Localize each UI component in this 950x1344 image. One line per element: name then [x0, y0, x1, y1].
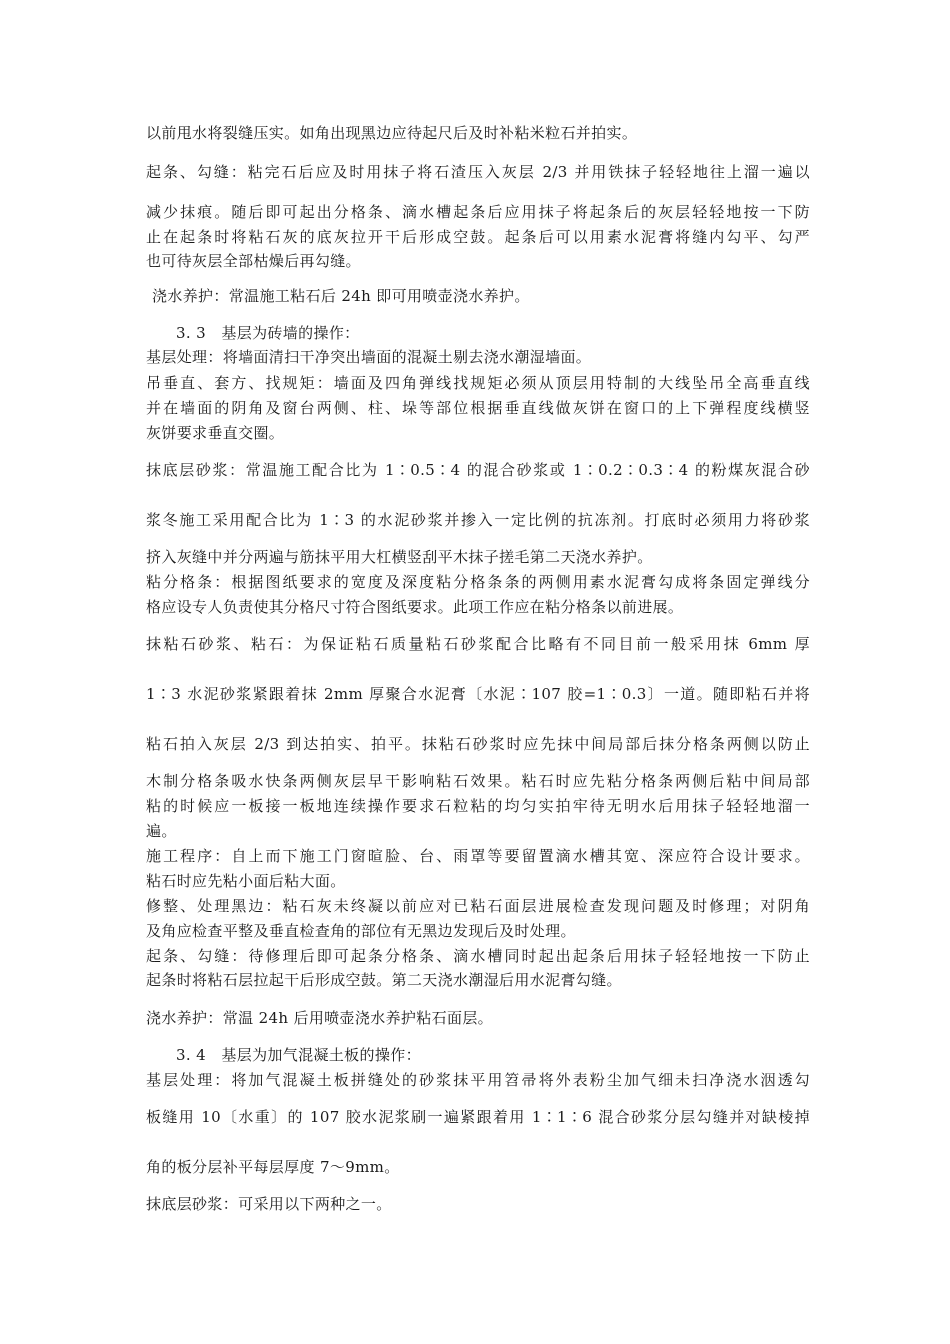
text-line: 浇水养护：常温施工粘石后 24h 即可用喷壶浇水养护。: [152, 287, 530, 305]
text-line: 基层处理：将加气混凝土板拼缝处的砂浆抹平用笤帚将外表粉尘加气细未扫净浇水洇透勾: [146, 1071, 810, 1089]
text-line: 遍。: [146, 822, 177, 840]
text-line: 抹底层砂浆：常温施工配合比为 1∶0.5∶4 的混合砂浆或 1∶0.2∶0.3∶4 的粉煤灰混合砂: [146, 461, 810, 479]
text-line: 起条时将粘石层拉起干后形成空鼓。第二天浇水潮湿后用水泥膏勾缝。: [146, 971, 622, 989]
text-line: 起条、勾缝：粘完石后应及时用抹子将石渣压入灰层 2/3 并用铁抹子轻轻地往上溜一遍以: [146, 163, 810, 181]
text-line: 板缝用 10〔水重〕的 107 胶水泥浆刷一遍紧跟着用 1∶1∶6 混合砂浆分层勾缝并对缺棱掉: [146, 1108, 810, 1126]
text-line: 1∶3 水泥砂浆紧跟着抹 2mm 厚聚合水泥膏〔水泥∶107 胶=1∶0.3〕一道。随即粘石并将: [146, 685, 810, 703]
text-line: 粘分格条：根据图纸要求的宽度及深度粘分格条条的两侧用素水泥膏勾成将条固定弹线分: [146, 573, 810, 591]
text-line: 吊垂直、套方、找规矩：墙面及四角弹线找规矩必须从顶层用特制的大线坠吊全高垂直线: [146, 374, 810, 392]
text-line: 修整、处理黑边：粘石灰未终凝以前应对已粘石面层进展检查发现问题及时修理；对阴角: [146, 897, 810, 915]
text-line: 及角应检查平整及垂直检查角的部位有无黑边发现后及时处理。: [146, 922, 576, 940]
text-line: 基层处理：将墙面清扫干净突出墙面的混凝土剔去浇水潮湿墙面。: [146, 348, 592, 366]
text-line: 起条、勾缝：待修理后即可起条分格条、滴水槽同时起出起条后用抹子轻轻地按一下防止: [146, 947, 810, 965]
text-line: 减少抹痕。随后即可起出分格条、滴水槽起条后应用抹子将起条后的灰层轻轻地按一下防: [146, 203, 810, 221]
text-line: 粘的时候应一板接一板地连续操作要求石粒粘的均匀实拍牢待无明水后用抹子轻轻地溜一: [146, 797, 810, 815]
text-line: 格应设专人负责使其分格尺寸符合图纸要求。此项工作应在粘分格条以前进展。: [146, 598, 684, 616]
text-line: 灰饼要求垂直交圈。: [146, 424, 285, 442]
text-line: 粘石时应先粘小面后粘大面。: [146, 872, 346, 890]
text-line: 施工程序：自上而下施工门窗暄脸、台、雨罩等要留置滴水槽其宽、深应符合设计要求。: [146, 847, 810, 865]
text-line: 抹底层砂浆：可采用以下两种之一。: [146, 1195, 392, 1213]
text-line: 挤入灰缝中并分两遍与筋抹平用大杠横竖刮平木抹子搓毛第二天浇水养护。: [146, 548, 653, 566]
text-line: 并在墙面的阴角及窗台两侧、柱、垛等部位根据垂直线做灰饼在窗口的上下弹程度线横竖: [146, 399, 810, 417]
text-line: 以前甩水将裂缝压实。如角出现黑边应待起尺后及时补粘米粒石并拍实。: [146, 124, 638, 142]
text-line: 止在起条时将粘石灰的底灰拉开干后形成空鼓。起条后可以用素水泥膏将缝内勾平、勾严: [146, 228, 810, 246]
text-line: 也可待灰层全部枯燥后再勾缝。: [146, 252, 361, 270]
text-line: 木制分格条吸水快条两侧灰层早干影响粘石效果。粘石时应先粘分格条两侧后粘中间局部: [146, 772, 810, 790]
text-line: 粘石拍入灰层 2/3 到达拍实、拍平。抹粘石砂浆时应先抹中间局部后抹分格条两侧以防止: [146, 735, 810, 753]
section-heading: 3. 4 基层为加气混凝土板的操作：: [176, 1046, 421, 1064]
text-line: 浆冬施工采用配合比为 1∶3 的水泥砂浆并掺入一定比例的抗冻剂。打底时必须用力将砂浆: [146, 511, 810, 529]
text-line: 角的板分层补平每层厚度 7～9mm。: [146, 1158, 400, 1176]
text-line: 浇水养护：常温 24h 后用喷壶浇水养护粘石面层。: [146, 1009, 494, 1027]
text-line: 抹粘石砂浆、粘石：为保证粘石质量粘石砂浆配合比略有不同目前一般采用抹 6mm 厚: [146, 635, 810, 653]
section-heading: 3. 3 基层为砖墙的操作：: [176, 324, 360, 342]
